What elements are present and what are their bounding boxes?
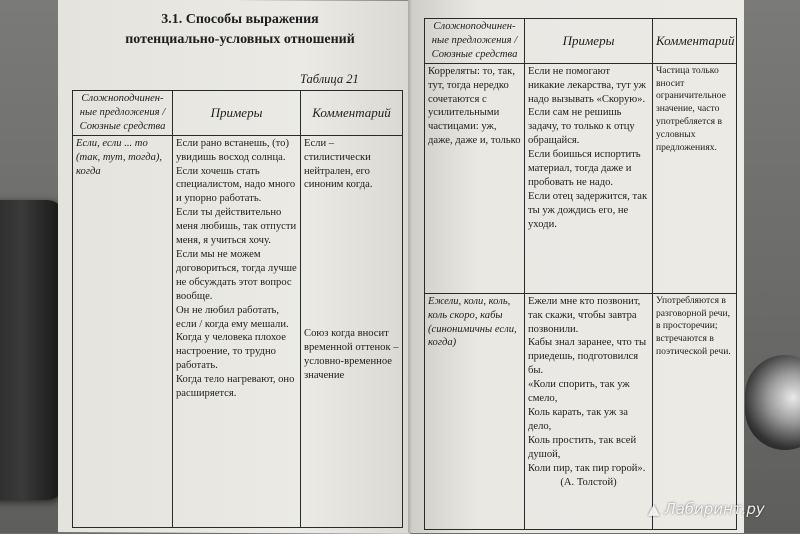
example-line: Когда тело нагревают, оно расширяется.	[176, 374, 295, 400]
examples-cell	[525, 293, 653, 529]
example-line: Если ты действительно меня любишь, так отпусти меня, я учиться хочу.	[176, 207, 297, 247]
example-line: «Коли спорить, так уж смело,	[528, 379, 630, 405]
dark-device-object	[0, 200, 65, 500]
examples-cell	[525, 63, 653, 293]
example-line: Если боишься испортить материал, тогда даже и пробовать не надо.	[528, 149, 641, 188]
example-line: Кабы знал заранее, что ты приедешь, подготовился бы.	[528, 337, 647, 377]
example-line: Если мы не можем договориться, тогда лучше не обсуждать этот вопрос вообще.	[176, 248, 297, 302]
means-cell: Ежели, коли, коль, коль скоро, кабы (синонимичны если, когда)	[425, 293, 525, 529]
labyrinth-logo-icon: ▲	[648, 500, 660, 518]
comment-text: Союз когда вносит временной оттенок – условно-временное значение	[304, 328, 399, 382]
watermark: ▲ Лабиринт.ру	[648, 500, 765, 518]
example-line: Коль карать, так уж за дело,	[528, 406, 628, 432]
comment-cell	[301, 135, 403, 527]
means-cell: Если, если ... то (так, тут, тогда), когда	[73, 135, 173, 527]
table-number: Таблица 21	[300, 72, 359, 86]
table-header-row	[425, 19, 737, 64]
header-examples: Примеры	[525, 19, 653, 64]
example-line: Когда у человека плохое настроение, то трудно работать.	[176, 332, 286, 372]
example-line: Ежели мне кто позвонит, так скажи, чтобы завтра позвонили.	[528, 295, 641, 335]
header-means: Сложноподчинен-ные предложения / Союзные средства	[73, 91, 173, 136]
example-line: Коли пир, так пир горой».	[528, 462, 646, 474]
table-row	[73, 135, 403, 527]
header-examples: Примеры	[173, 91, 301, 136]
comment-cell: Употребляются в разговорной речи, в просторечии; встречаются в поэтической речи.	[653, 293, 737, 529]
header-means: Сложноподчинен-ные предложения / Союзные средства	[425, 19, 525, 64]
example-line: Если не помогают никакие лекарства, тут уж надо вызывать «Скорую».	[528, 65, 646, 105]
header-comment: Комментарий	[653, 19, 737, 64]
example-line: Если отец задержится, так ты уж дождись его, не уходи.	[528, 190, 648, 230]
examples-cell	[173, 135, 301, 527]
left-table	[72, 90, 403, 528]
right-table	[424, 18, 737, 530]
table-row	[425, 293, 737, 529]
example-line: Коль простить, так всей душой,	[528, 434, 637, 460]
example-line: (А. Толстой)	[560, 476, 617, 488]
example-line: Если рано встанешь, (то) увидишь восход солнца.	[176, 137, 289, 163]
means-cell: Корреляты: то, так, тут, тогда нередко сочетаются с усилительными частицами: уж, даже, даже и, только	[425, 63, 525, 293]
header-comment: Комментарий	[301, 91, 403, 136]
example-line: Он не любил работать, если / когда ему мешали.	[176, 304, 289, 330]
comment-cell: Частица только вносит ограничительное значение, часто употребляется в условных предложениях.	[653, 63, 737, 293]
comment-text: Если – стилистически нейтрален, его синоним когда.	[304, 137, 373, 191]
section-title: 3.1. Способы выражения потенциально-условных отношений	[125, 12, 355, 47]
table-row	[425, 63, 737, 293]
table-header-row	[73, 91, 403, 136]
example-line: Если хочешь стать специалистом, надо много и упорно работать.	[176, 165, 296, 205]
example-line: Если сам не решишь задачу, то только к отцу обращайся.	[528, 107, 635, 147]
